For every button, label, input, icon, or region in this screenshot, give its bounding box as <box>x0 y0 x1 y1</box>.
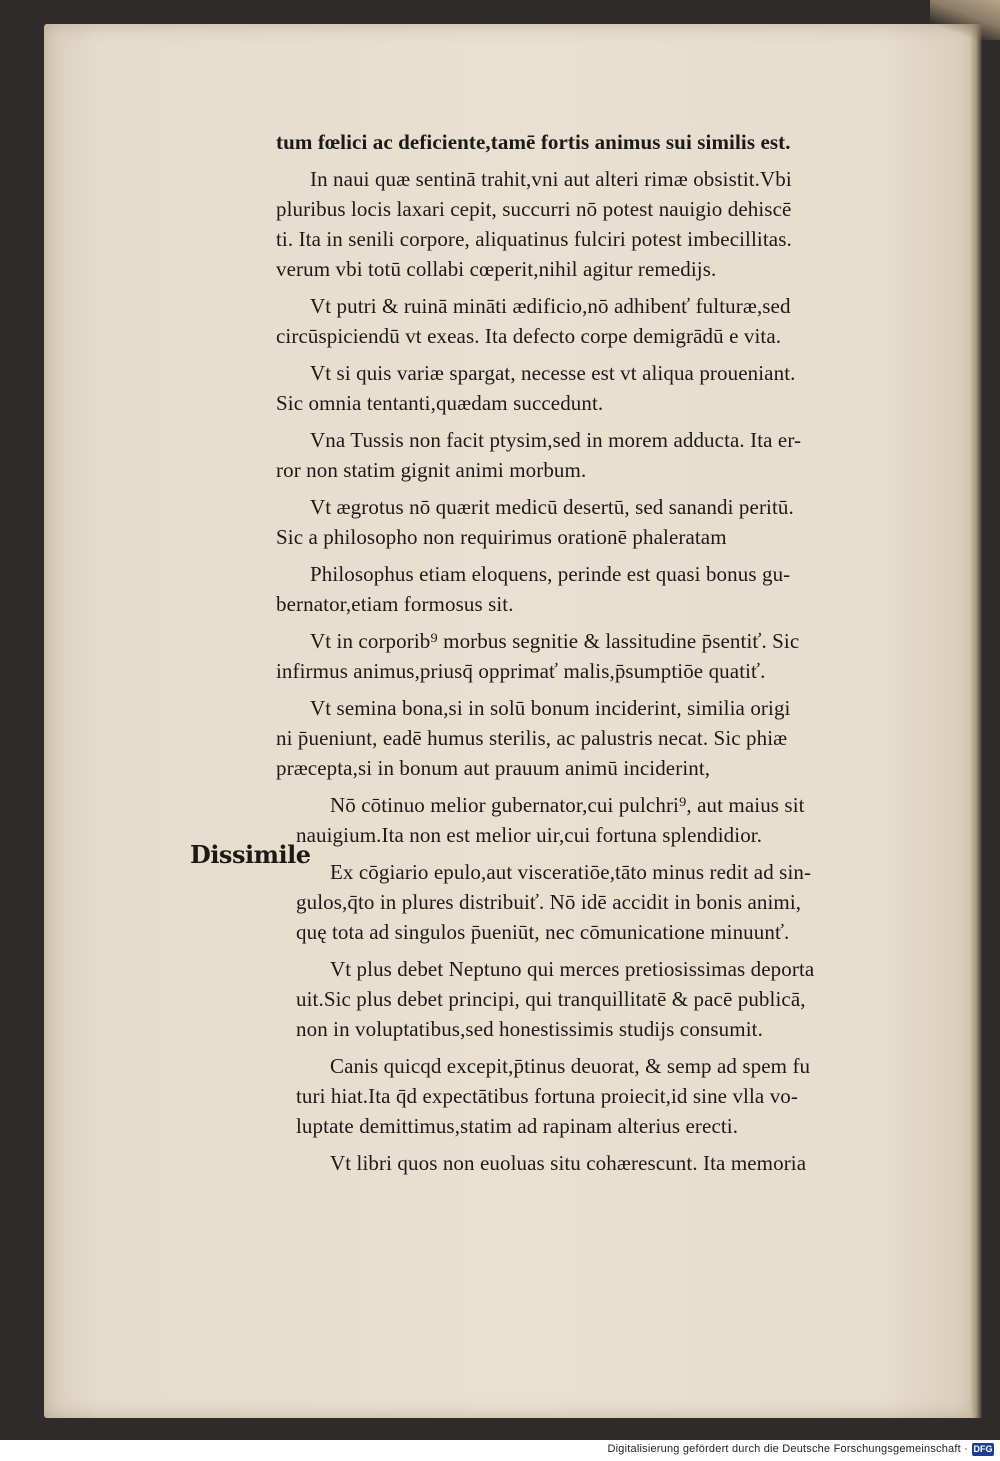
text-line: Nō cōtinuo melior gubernator,cui pulchri⁹, aut maius sit <box>330 793 805 817</box>
text-line: Ex cōgiario epulo,aut visceratiōe,tāto minus redit ad sin- <box>330 860 812 884</box>
paragraph <box>276 425 948 485</box>
text-line: Vt ægrotus nō quærit medicū desertū, sed sanandi peritū. <box>310 495 794 519</box>
text-line: gulos,q̄to in plures distribuiť. Nō idē accidit in bonis animi, <box>296 890 802 914</box>
text-line: pluribus locis laxari cepit, succurri nō potest nauigio dehiscē <box>276 197 792 221</box>
marginal-note: Dissimile <box>190 840 311 869</box>
text-line: Vt in corporib⁹ morbus segnitie & lassitudine p̄sentiť. Sic <box>310 629 800 653</box>
text-line: nauigium.Ita non est melior uir,cui fortuna splendidior. <box>296 823 763 847</box>
paragraph <box>276 127 948 157</box>
text-line: ror non statim gignit animi morbum. <box>276 458 587 482</box>
text-line: Vt libri quos non euoluas situ cohærescunt. Ita memoria <box>330 1151 807 1175</box>
text-line: ti. Ita in senili corpore, aliquatinus fulciri potest imbecillitas. <box>276 227 792 251</box>
paragraph <box>296 790 948 850</box>
paragraph <box>276 559 948 619</box>
text-line: Vt si quis variæ spargat, necesse est vt aliqua proueniant. <box>310 361 796 385</box>
text-line: verum vbi totū collabi cœperit,nihil agitur remedijs. <box>276 257 717 281</box>
paragraph <box>276 164 948 284</box>
page-edge <box>970 24 982 1418</box>
text-line: infirmus animus,priusq̄ opprimať malis,p̄sumptiōe quatiť. <box>276 659 766 683</box>
footer-bar <box>0 1440 1000 1461</box>
paragraph <box>276 492 948 552</box>
page-corner <box>930 0 1000 40</box>
paragraph <box>296 1148 948 1178</box>
paragraph <box>296 1051 948 1141</box>
text-line: Vt plus debet Neptuno qui merces pretiosissimas deporta <box>330 957 815 981</box>
text-line: quę tota ad singulos p̄ueniūt, nec cōmunicatione minuunť. <box>296 920 790 944</box>
text-line: Vt semina bona,si in solū bonum inciderint, similia origi <box>310 696 791 720</box>
text-line: uit.Sic plus debet principi, qui tranquillitatē & pacē publicā, <box>296 987 806 1011</box>
text-line: Philosophus etiam eloquens, perinde est quasi bonus gu- <box>310 562 791 586</box>
text-line: luptate demittimus,statim ad rapinam alterius erecti. <box>296 1114 739 1138</box>
text-line: non in voluptatibus,sed honestissimis studijs consumit. <box>296 1017 763 1041</box>
paragraph <box>276 291 948 351</box>
paragraph <box>276 693 948 783</box>
text-line: turi hiat.Ita q̄d expectātibus fortuna proiecit,id sine vlla vo- <box>296 1084 798 1108</box>
text-line: tum fœlici ac deficiente,tamē fortis animus sui similis est. <box>276 130 791 154</box>
text-line: Canis quicqd excepit,p̄tinus deuorat, & semp ad spem fu <box>330 1054 811 1078</box>
paragraph <box>276 626 948 686</box>
page-text <box>276 127 948 1185</box>
paragraph <box>296 954 948 1044</box>
text-line: ni p̄ueniunt, eadē humus sterilis, ac palustris necat. Sic phiæ <box>276 726 788 750</box>
paragraph <box>276 358 948 418</box>
text-line: Sic omnia tentanti,quædam succedunt. <box>276 391 604 415</box>
text-line: bernator,etiam formosus sit. <box>276 592 514 616</box>
text-line: Vt putri & ruinā mināti ædificio,nō adhibenť fulturæ,sed <box>310 294 791 318</box>
text-line: circūspiciendū vt exeas. Ita defecto corpe demigrādū e vita. <box>276 324 782 348</box>
paragraph <box>296 857 948 947</box>
text-line: Sic a philosopho non requirimus orationē phaleratam <box>276 525 727 549</box>
text-line: præcepta,si in bonum aut prauum animū inciderint, <box>276 756 711 780</box>
dfg-logo-icon: DFG <box>973 1444 993 1454</box>
text-line: In naui quæ sentinā trahit,vni aut alteri rimæ obsistit.Vbi <box>310 167 792 191</box>
text-line: Vna Tussis non facit ptysim,sed in morem adducta. Ita er- <box>310 428 802 452</box>
footer-credit: Digitalisierung gefördert durch die Deutsche Forschungsgemeinschaft · <box>607 1443 968 1455</box>
